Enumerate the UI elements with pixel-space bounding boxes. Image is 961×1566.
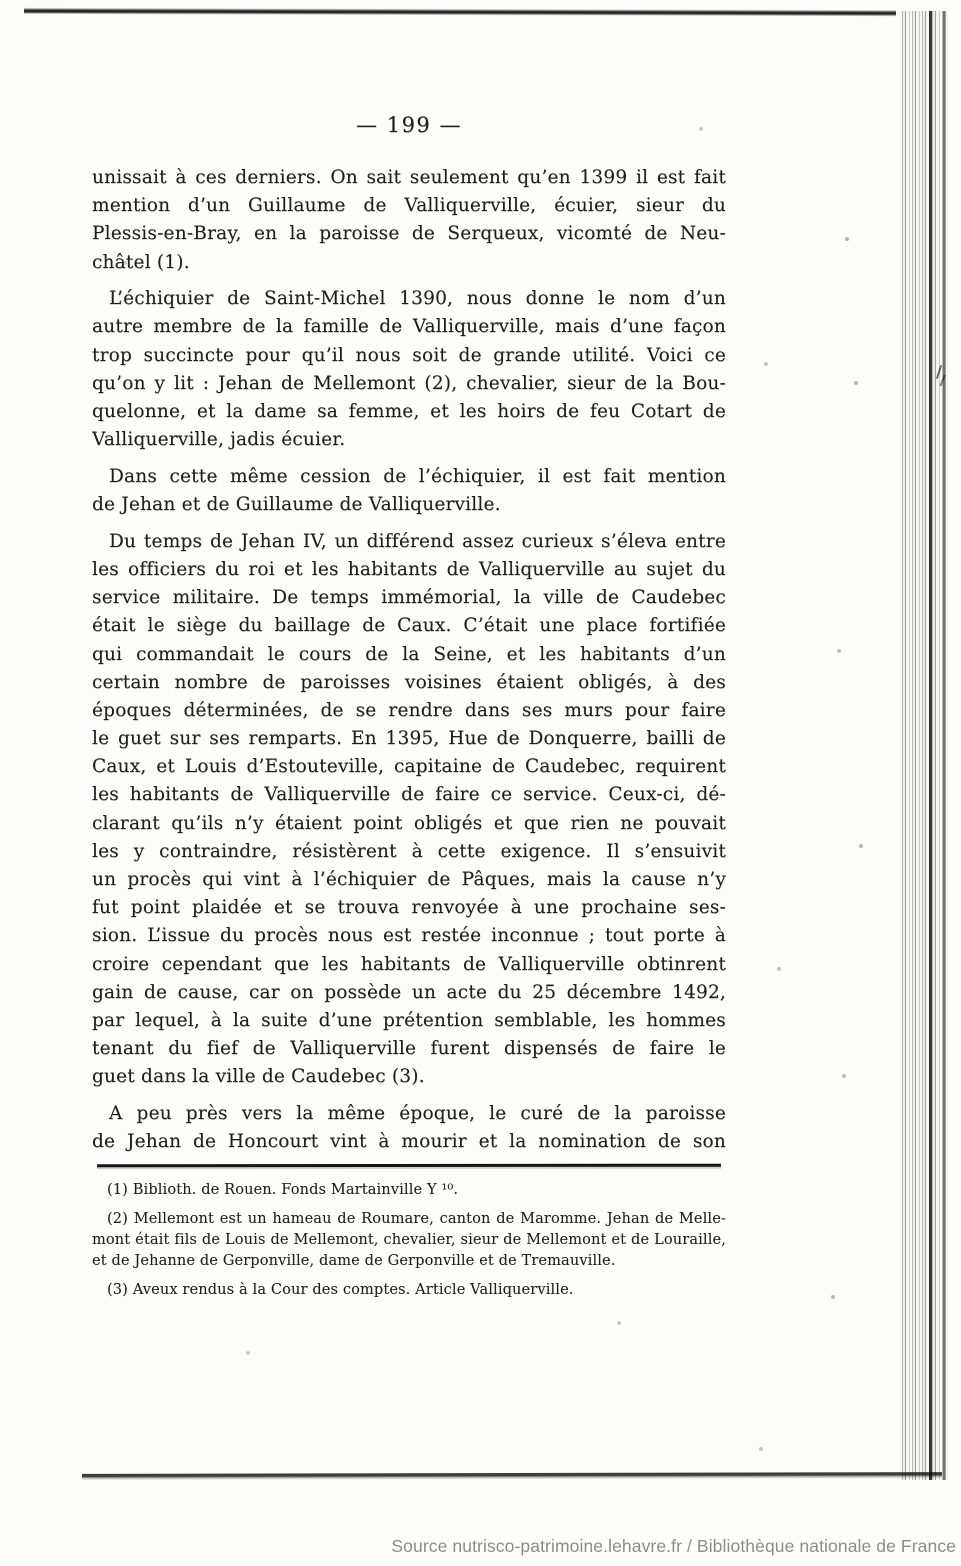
paragraph (92, 463, 726, 519)
footnote-line: et de Jehanne de Gerponville, dame de Gerponville et de Tremauville. (92, 1253, 616, 1269)
paragraph (92, 285, 726, 454)
paragraph-line: mention d’un Guillaume de Valliquerville, écuier, sieur du (92, 195, 726, 217)
paragraph-line: de Jehan et de Guillaume de Valliquerville. (92, 494, 501, 516)
paragraph-line: Plessis-en-Bray, en la paroisse de Serqueux, vicomté de Neu- (92, 223, 726, 245)
paragraph-line: était le siège du baillage de Caux. C’était une place fortifiée (92, 615, 726, 637)
text-block (92, 164, 726, 1156)
paragraph-line: service militaire. De temps immémorial, la ville de Caudebec (92, 587, 726, 609)
page-number: — 199 — (356, 113, 462, 137)
source-attribution: Source nutrisco-patrimoine.lehavre.fr / Bibliothèque nationale de France (391, 1536, 956, 1556)
paragraph (92, 528, 726, 1092)
footnote (92, 1209, 726, 1272)
paragraph-line: unissait à ces derniers. On sait seulement qu’en 1399 il est fait (92, 167, 726, 188)
paragraph-line: gain de cause, car on possède un acte du 25 décembre 1492, (92, 981, 726, 1003)
paragraph-line: par lequel, à la suite d’une prétention semblable, les hommes (92, 1009, 726, 1031)
paragraph-line: Valliquerville, jadis écuier. (92, 429, 346, 451)
paragraph-line: les officiers du roi et les habitants de Valliquerville au sujet du (92, 558, 726, 580)
scan-top-edge-artifact (24, 8, 896, 16)
paragraph-line: fut point plaidée et se trouva renvoyée à une prochaine ses- (92, 897, 726, 919)
paragraph-line: un procès qui vint à l’échiquier de Pâques, mais la cause n’y (92, 869, 726, 890)
footnote-line: (1) Biblioth. de Rouen. Fonds Martainville Y ¹⁰. (107, 1182, 459, 1198)
paragraph (92, 1100, 726, 1156)
footnote-line: (3) Aveux rendus à la Cour des comptes. Article Valliquerville. (107, 1282, 574, 1298)
footnotes (92, 1180, 726, 1309)
paragraph-line: sion. L’issue du procès nous est restée inconnue ; tout porte à (92, 925, 726, 947)
footnote-separator-rule (97, 1164, 721, 1168)
footnote (92, 1180, 726, 1201)
footnote-line: (2) Mellemont est un hameau de Roumare, canton de Maromme. Jehan de Melle- (107, 1211, 726, 1227)
paragraph-line: châtel (1). (92, 251, 190, 273)
paragraph-line: le guet sur ses remparts. En 1395, Hue de Donquerre, bailli de (92, 728, 726, 750)
paragraph-line: L’échiquier de Saint-Michel 1390, nous donne le nom d’un (109, 288, 726, 310)
paragraph-line: Du temps de Jehan IV, un différend assez curieux s’éleva entre (109, 530, 726, 552)
paragraph-line: autre membre de la famille de Valliquerville, mais d’une façon (92, 316, 726, 338)
paragraph-line: Dans cette même cession de l’échiquier, il est fait mention (109, 465, 726, 487)
paragraph-line: de Jehan de Honcourt vint à mourir et la nomination de son (92, 1131, 726, 1153)
paragraph-line: clarant qu’ils n’y étaient point obligés et que rien ne pouvait (92, 812, 726, 834)
paragraph-line: quelonne, et la dame sa femme, et les hoirs de feu Cotart de (92, 401, 726, 422)
paragraph-line: Caux, et Louis d’Estouteville, capitaine de Caudebec, requirent (92, 756, 726, 778)
paragraph-line: les habitants de Valliquerville de faire ce service. Ceux-ci, dé- (92, 784, 726, 806)
paragraph-line: tenant du fief de Valliquerville furent dispensés de faire le (92, 1038, 726, 1060)
paragraph-line: trop succincte pour qu’il nous soit de grande utilité. Voici ce (92, 344, 726, 366)
scan-bottom-edge-artifact (82, 1472, 942, 1480)
paragraph-line: certain nombre de paroisses voisines étaient obligés, à des (92, 671, 726, 693)
paragraph (92, 164, 726, 277)
paragraph-line: époques déterminées, de se rendre dans ses murs pour faire (92, 699, 726, 721)
footnote (92, 1280, 726, 1301)
paragraph-line: les y contraindre, résistèrent à cette exigence. Il s’ensuivit (92, 840, 726, 862)
book-page-edges (900, 11, 948, 1480)
paragraph-line: guet dans la ville de Caudebec (3). (92, 1066, 425, 1088)
paragraph-line: qui commandait le cours de la Seine, et les habitants d’un (92, 643, 726, 665)
paragraph-line: qu’on y lit : Jehan de Mellemont (2), chevalier, sieur de la Bou- (92, 372, 726, 394)
scan-noise-specks (0, 0, 2, 2)
footnote-line: mont était fils de Louis de Mellemont, chevalier, sieur de Mellemont et de Louraille, (92, 1232, 726, 1248)
paragraph-line: croire cependant que les habitants de Valliquerville obtinrent (92, 953, 726, 975)
paragraph-line: A peu près vers la même époque, le curé de la paroisse (109, 1103, 726, 1124)
